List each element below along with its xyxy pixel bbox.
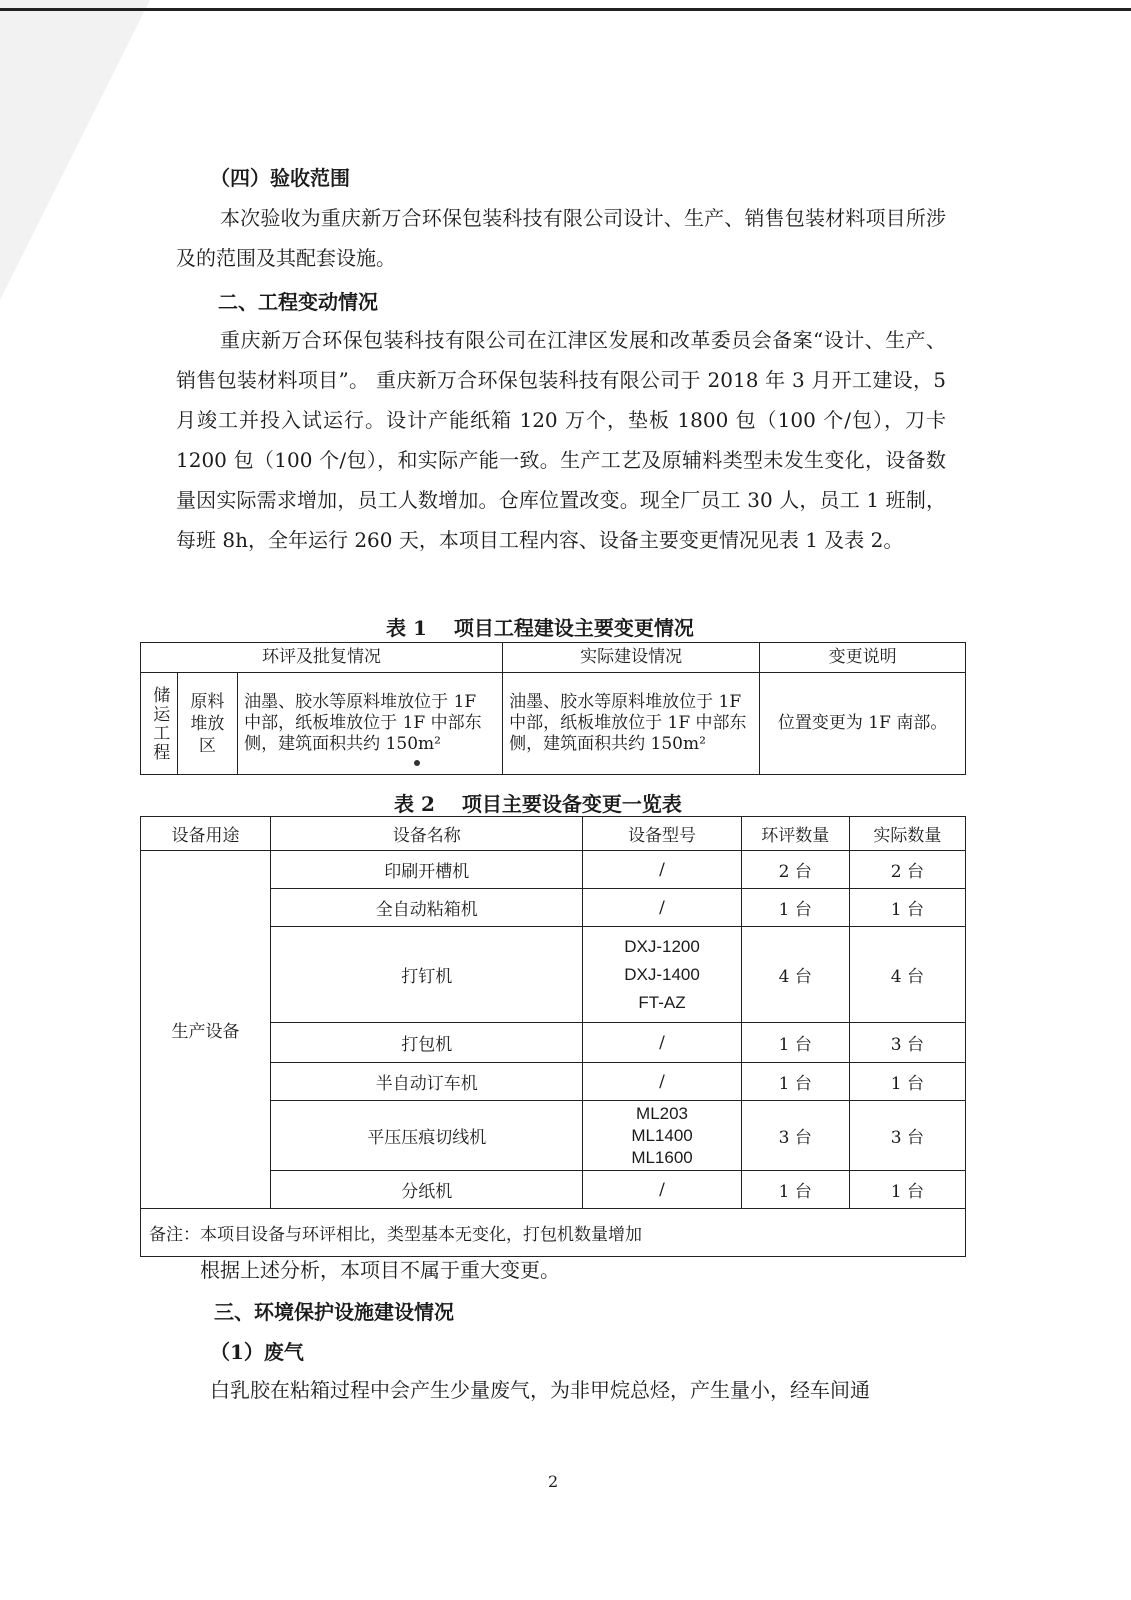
table-row-model: DXJ-1200 DXJ-1400 FT-AZ (583, 927, 741, 1023)
table2-caption: 表 2 项目主要设备变更一览表 (394, 792, 682, 816)
table-row-model: / (583, 889, 741, 927)
table-row-actual: 1 台 (849, 1063, 965, 1101)
table2-header-use: 设备用途 (141, 817, 271, 851)
table-row-name: 印刷开槽机 (271, 851, 583, 889)
table1-caption: 表 1 项目工程建设主要变更情况 (386, 616, 694, 640)
table2-group: 生产设备 (141, 851, 271, 1209)
table-row-eia: 1 台 (741, 889, 849, 927)
section4-text: 本次验收为重庆新万合环保包装科技有限公司设计、生产、销售包装材料项目所涉及的范围及其配套设施。 (176, 206, 946, 270)
table-row-eia: 1 台 (741, 1063, 849, 1101)
scan-dot (414, 760, 420, 766)
section3-heading: 三、环境保护设施建设情况 (214, 1300, 454, 1324)
table1-change-note: 位置变更为 1F 南部。 (760, 673, 966, 775)
page-number: 2 (548, 1472, 559, 1491)
section4-heading: （四）验收范围 (210, 166, 350, 190)
table-row-actual: 1 台 (849, 889, 965, 927)
table-row-name: 分纸机 (271, 1171, 583, 1209)
table-row-actual: 3 台 (849, 1023, 965, 1063)
table-row-actual: 1 台 (849, 1171, 965, 1209)
table1-eia-text: 油墨、胶水等原料堆放位于 1F 中部，纸板堆放位于 1F 中部东侧，建筑面积共约 150m² (238, 673, 503, 775)
table2-header-actual-qty: 实际数量 (849, 817, 965, 851)
table-row-name: 打钉机 (271, 927, 583, 1023)
table1-header-eia: 环评及批复情况 (141, 643, 503, 673)
table-row-eia: 1 台 (741, 1171, 849, 1209)
table1-item-cell (177, 673, 238, 775)
table-row-model: / (583, 851, 741, 889)
sub1-heading: （1）废气 (210, 1340, 304, 1364)
table-row-actual: 2 台 (849, 851, 965, 889)
table-row-name: 全自动粘箱机 (271, 889, 583, 927)
top-border-line (0, 8, 1131, 11)
section2-heading: 二、工程变动情况 (218, 290, 378, 314)
table2 (140, 816, 966, 1257)
table-row-model: / (583, 1171, 741, 1209)
table2-header-eia-qty: 环评数量 (741, 817, 849, 851)
table-row-name: 半自动订车机 (271, 1063, 583, 1101)
sub1-text: 白乳胶在粘箱过程中会产生少量废气，为非甲烷总烃，产生量小，经车间通 (210, 1378, 870, 1402)
table1-item: 原料堆放区 (190, 691, 225, 756)
table-row-eia: 4 台 (741, 927, 849, 1023)
table-row-model: / (583, 1063, 741, 1101)
table-row-name: 平压压痕切线机 (271, 1101, 583, 1171)
table-row-eia: 2 台 (741, 851, 849, 889)
table1-category-cell (141, 673, 178, 775)
table1 (140, 642, 966, 775)
table1-header-actual: 实际建设情况 (503, 643, 760, 673)
table2-header-name: 设备名称 (271, 817, 583, 851)
table-row-eia: 3 台 (741, 1101, 849, 1171)
table2-header-model: 设备型号 (583, 817, 741, 851)
table-row-model: / (583, 1023, 741, 1063)
table1-category: 储运工程 (149, 685, 170, 762)
table-row-actual: 3 台 (849, 1101, 965, 1171)
table1-actual-text: 油墨、胶水等原料堆放位于 1F 中部，纸板堆放位于 1F 中部东侧，建筑面积共约 150m² (503, 673, 760, 775)
table-row-actual: 4 台 (849, 927, 965, 1023)
table-row-eia: 1 台 (741, 1023, 849, 1063)
table1-header-change: 变更说明 (760, 643, 966, 673)
table2-note: 备注：本项目设备与环评相比，类型基本无变化，打包机数量增加 (141, 1209, 966, 1257)
conclusion-text: 根据上述分析，本项目不属于重大变更。 (200, 1258, 560, 1282)
section2-text: 重庆新万合环保包装科技有限公司在江津区发展和改革委员会备案“设计、生产、销售包装材料项目”。 重庆新万合环保包装科技有限公司于 2018 年 3 月开工建设，5 月竣工并投入试运行。设计产能纸箱 120 万个，垫板 1800 包（100 个/包），刀卡 1200 包（100 个/包），和实际产能一致。生产工艺及原辅料类型未发生变化，设备数量因实际需求增加，员工人数增加。仓库位置改变。现全厂员工 30 人，员工 1 班制，每班 8h，全年运行 260 天，本项目工程内容、设备主要变更情况见表 1 及表 2。 (176, 328, 946, 552)
scan-fold-shadow (0, 0, 150, 300)
table-row-name: 打包机 (271, 1023, 583, 1063)
table-row-model: ML203 ML1400 ML1600 (583, 1101, 741, 1171)
